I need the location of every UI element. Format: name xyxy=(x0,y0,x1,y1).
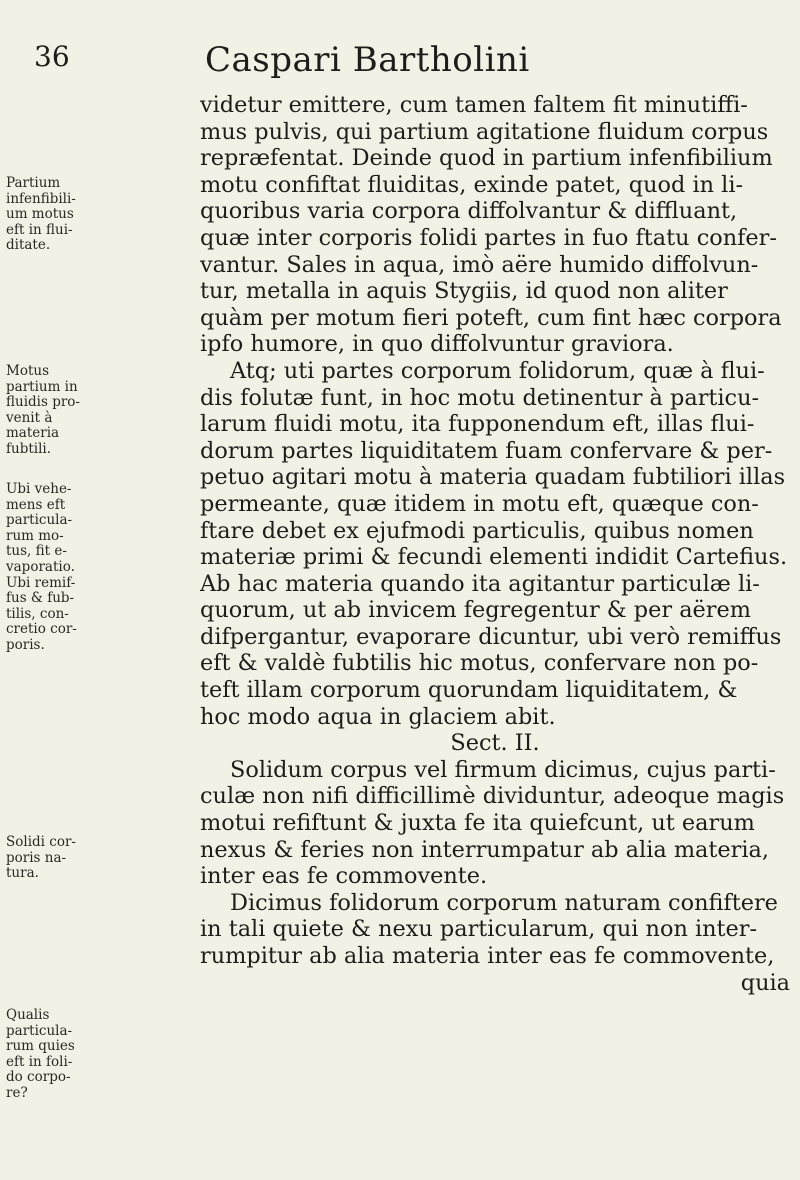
running-head: Caspari Bartholini xyxy=(205,40,530,80)
text-line: dis folutæ funt, in hoc motu detinentur à particu- xyxy=(200,384,760,411)
text-line: quoribus varia corpora diffolvantur & diffluant, xyxy=(200,198,738,225)
margin-line: tura. xyxy=(6,865,39,882)
margin-note-particle-rest xyxy=(6,1008,94,1102)
text-line: quorum, ut ab invicem fegregentur & per aërem xyxy=(200,597,751,624)
catchword: quia xyxy=(740,969,790,996)
text-line: difpergantur, evaporare dicuntur, ubi verò remiffus xyxy=(200,623,782,650)
text-line: ipfo humore, in quo diffolvuntur graviora. xyxy=(200,331,674,358)
margin-note-fluidity xyxy=(6,176,94,254)
text-line: nexus & feries non interrumpatur ab alia materia, xyxy=(200,836,769,863)
margin-line: particula- xyxy=(6,512,73,529)
margin-line: ditate. xyxy=(6,237,51,254)
text-line: Ab hac materia quando ita agitantur particulæ li- xyxy=(200,570,760,597)
margin-line: eft in flui- xyxy=(6,221,73,238)
text-line: materiæ primi & fecundi elementi indidit Cartefius. xyxy=(200,544,788,571)
margin-line: eft in foli- xyxy=(6,1053,73,1070)
text-line: Dicimus folidorum corporum naturam confiftere xyxy=(230,889,778,916)
margin-line: tus, fit e- xyxy=(6,543,67,560)
margin-note-evaporation xyxy=(6,482,94,654)
text-line: permeante, quæ itidem in motu eft, quæque con- xyxy=(200,490,759,517)
text-line: motui refiftunt & juxta fe ita quiefcunt, ut earum xyxy=(200,810,755,837)
text-line: dorum partes liquiditatem fuam confervare & per- xyxy=(200,437,773,464)
margin-note-subtle-matter xyxy=(6,364,94,458)
margin-line: cretio cor- xyxy=(6,621,77,638)
text-line: videtur emittere, cum tamen faltem fit minutiffi- xyxy=(200,92,748,118)
margin-line: fubtili. xyxy=(6,440,52,457)
margin-line: rum quies xyxy=(6,1038,75,1055)
text-line: petuo agitari motu à materia quadam fubtiliori illas xyxy=(200,464,786,491)
section-heading: Sect. II. xyxy=(450,730,540,757)
text-line: Atq; uti partes corporum folidorum, quæ à flui- xyxy=(230,357,765,384)
margin-line: Qualis xyxy=(6,1007,50,1023)
text-line: repræfentat. Deinde quod in partium infenfibilium xyxy=(200,145,773,172)
margin-line: infenfibili- xyxy=(6,190,76,207)
text-line: Solidum corpus vel firmum dicimus, cujus parti- xyxy=(230,756,776,783)
page-header xyxy=(0,40,800,100)
margin-line: vaporatio. xyxy=(6,558,75,575)
margin-line: fluidis pro- xyxy=(6,394,80,411)
margin-line: do corpo- xyxy=(6,1069,71,1086)
text-line: larum fluidi motu, ita fupponendum eft, illas flui- xyxy=(200,411,755,438)
margin-line: partium in xyxy=(6,378,78,395)
text-line: mus pulvis, qui partium agitatione fluidum corpus xyxy=(200,118,769,145)
text-line: motu confiftat fluiditas, exinde patet, quod in li- xyxy=(200,171,744,198)
margin-line: re? xyxy=(6,1084,28,1101)
text-line: vantur. Sales in aqua, imò aëre humido diffolvun- xyxy=(200,251,759,278)
margin-line: Ubi vehe- xyxy=(6,481,72,497)
margin-line: particula- xyxy=(6,1022,73,1039)
text-line: teft illam corporum quorundam liquiditatem, & xyxy=(200,677,738,704)
margin-line: poris na- xyxy=(6,849,67,866)
text-line: rumpitur ab alia materia inter eas fe commovente, xyxy=(200,943,775,969)
margin-line: fus & fub- xyxy=(6,590,75,607)
margin-line: Motus xyxy=(6,363,49,379)
margin-line: Ubi remif- xyxy=(6,574,76,591)
margin-note-solid-body xyxy=(6,835,94,882)
margin-line: rum mo- xyxy=(6,527,64,544)
margin-line: poris. xyxy=(6,636,45,653)
text-line: quàm per motum fieri poteft, cum fint hæc corpora xyxy=(200,304,782,331)
margin-line: venit à xyxy=(6,409,53,426)
margin-line: um motus xyxy=(6,206,74,223)
margin-line: Solidi cor- xyxy=(6,834,76,850)
margin-line: mens eft xyxy=(6,496,66,513)
text-line: tur, metalla in aquis Stygiis, id quod non aliter xyxy=(200,278,728,305)
text-line: ftare debet ex ejufmodi particulis, quibus nomen xyxy=(200,517,754,544)
text-line: inter eas fe commovente. xyxy=(200,863,488,890)
margin-line: tilis, con- xyxy=(6,605,69,622)
text-line: culæ non nifi difficillimè dividuntur, adeoque magis xyxy=(200,783,785,810)
body-text xyxy=(200,92,790,996)
text-line: hoc modo aqua in glaciem abit. xyxy=(200,703,556,730)
page-number: 36 xyxy=(34,40,70,73)
margin-line: Partium xyxy=(6,175,61,191)
text-line: eft & valdè fubtilis hic motus, confervare non po- xyxy=(200,650,759,677)
margin-line: materia xyxy=(6,425,60,442)
text-line: in tali quiete & nexu particularum, qui non inter- xyxy=(200,916,758,943)
text-line: quæ inter corporis folidi partes in fuo ftatu confer- xyxy=(200,224,777,251)
